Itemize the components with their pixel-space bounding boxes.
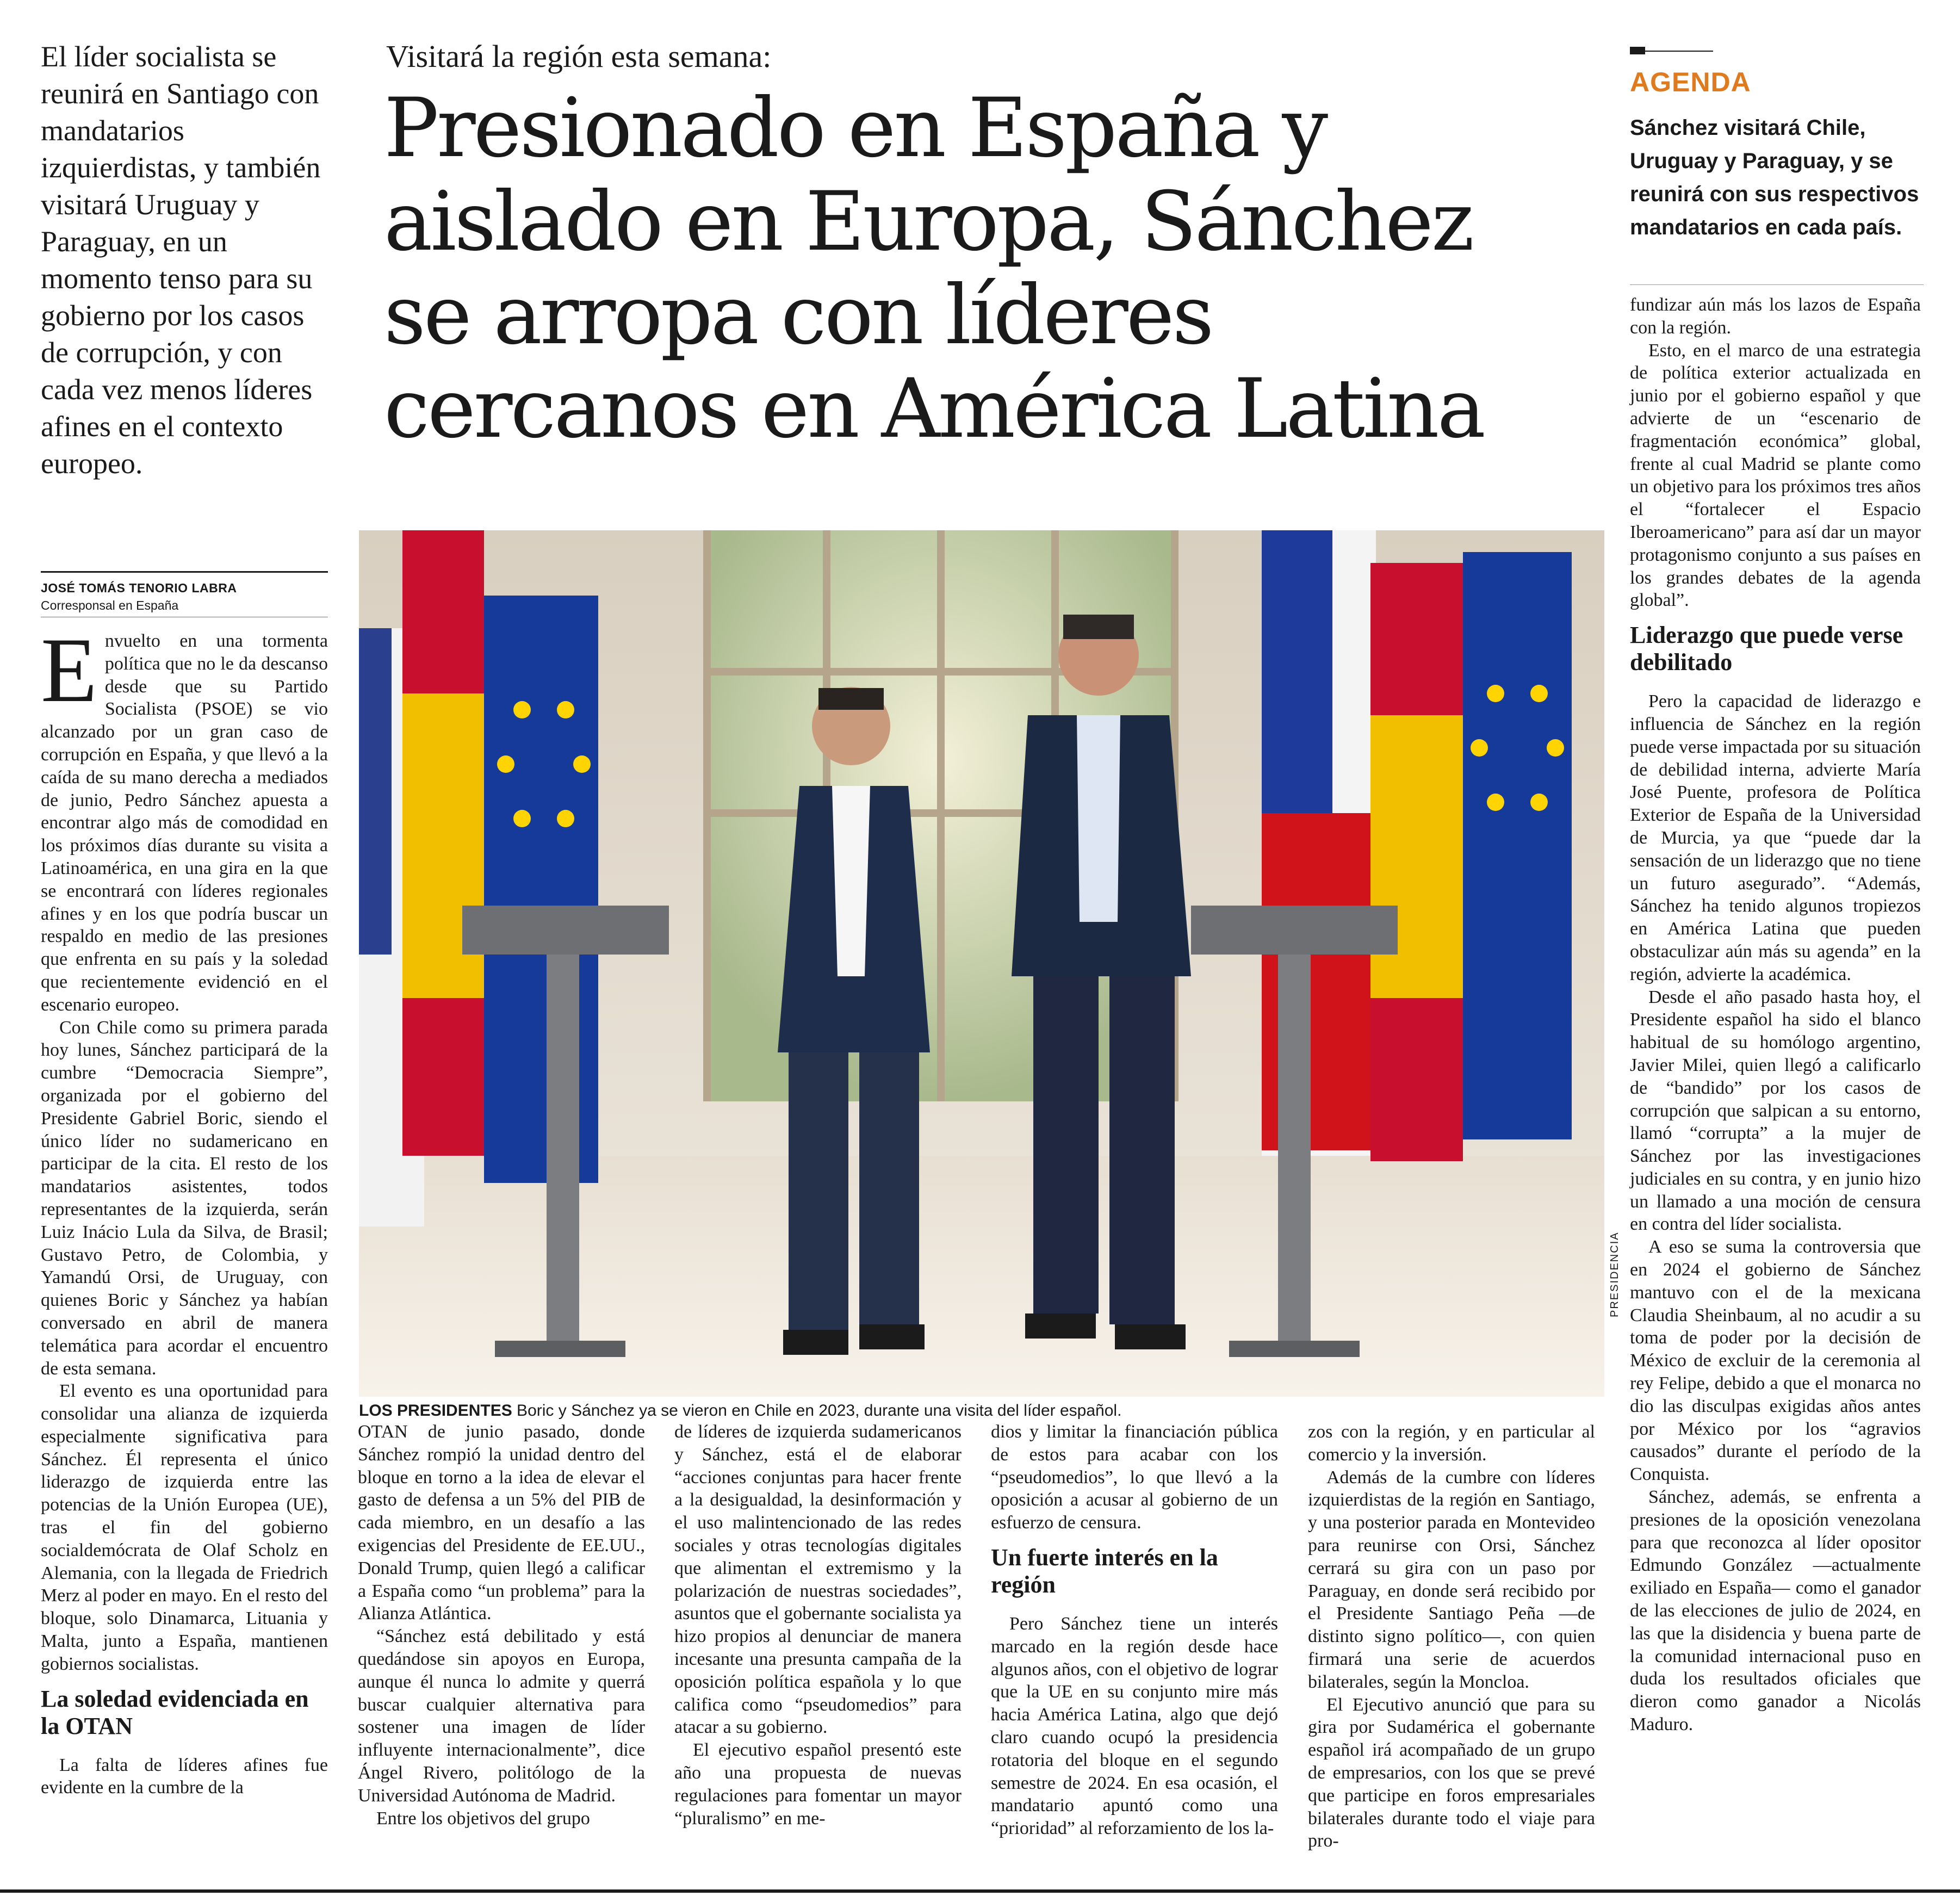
agenda-marker (1630, 47, 1645, 54)
paragraph: OTAN de junio pasado, donde Sánchez rompió la unidad dentro del bloque en torno a la idea de elevar el gasto de defensa a un 5% del PIB de cada miembro, en un desafío a las exigencias del Presidente de EE.UU., Donald Trump, quien llegó a calificar a España como “un problema” para la Alianza Atlántica. (358, 1422, 645, 1624)
agenda-rule-bottom (1630, 284, 1924, 285)
paragraph: La falta de líderes afines fue evidente en la cumbre de la (41, 1755, 328, 1798)
news-photo (359, 530, 1604, 1397)
caption-label: LOS PRESIDENTES (359, 1402, 512, 1420)
article-column-2 (358, 1421, 645, 1830)
paragraph: dios y limitar la financiación pública de estos para acabar con los “pseudomedios”, lo que llevó a la oposición a acusar al gobierno de un esfuerzo de censura. (991, 1422, 1278, 1533)
paragraph: zos con la región, y en particular al comercio y la inversión. (1308, 1422, 1595, 1465)
paragraph: Pero la capacidad de liderazgo e influencia de Sánchez en la región puede verse impactada por su situación de debilidad interna, advierte María José Puente, profesora de Política Exterior de España de la Universidad de Murcia, ya que “puede dar la sensación de un liderazgo que no tiene un futuro asegurado”. “Además, Sánchez ha tenido algunos tropiezos en América Latina que pueden obstaculizar aún más su agenda” en la región, advierte la académica. (1630, 691, 1921, 984)
article-column-3 (674, 1421, 962, 1830)
agenda-text: Sánchez visitará Chile, Uruguay y Paraguay, y se reunirá con sus respectivos mandatarios en cada país. (1630, 116, 1919, 239)
article-column-4 (991, 1421, 1278, 1840)
paragraph: Esto, en el marco de una estrategia de política exterior actualizada en junio por el gobierno español y que advierte de un “escenario de fragmentación económica” global, frente al cual Madrid se plante como un objetivo para los próximos tres años el “fortalecer el Espacio Iberoamericano” para así dar un mayor protagonismo conjunto a sus países en los grandes debates de la agenda global”. (1630, 340, 1921, 611)
byline-author: JOSÉ TOMÁS TENORIO LABRA (41, 581, 237, 595)
subheading: Liderazgo que puede verse debilitado (1630, 622, 1903, 676)
subheading: La soledad evidenciada en la OTAN (41, 1685, 309, 1739)
paragraph: El ejecutivo español presentó este año una propuesta de nuevas regulaciones para fomentar un mayor “pluralismo” en me- (674, 1740, 962, 1829)
photo-credit: PRESIDENCIA (1609, 1231, 1621, 1317)
paragraph: Pero Sánchez tiene un interés marcado en la región desde hace algunos años, con el objetivo de lograr que la UE en su conjunto mire más hacia América Latina, algo que dejó claro cuando ocupó la presidencia rotatoria del bloque en el segundo semestre de 2024. En esa ocasión, el mandatario apuntó como una “prioridad” al reforzamiento de los la- (991, 1613, 1278, 1839)
paragraph: Además de la cumbre con líderes izquierdistas de la región en Santiago, y una posterior parada en Montevideo para reunirse con Orsi, Sánchez cerrará su gira con un paso por Paraguay, en donde será recibido por el Presidente Santiago Peña —de distinto signo político—, con quien firmará una serie de acuerdos bilaterales, según la Moncloa. (1308, 1467, 1595, 1692)
paragraph: El Ejecutivo anunció que para su gira por Sudamérica el gobernante español irá acompañado de un grupo de empresarios, con los que se prevé que participe en foros empresariales bilaterales durante todo el viaje para pro- (1308, 1694, 1595, 1851)
subheading: Un fuerte interés en la región (991, 1544, 1218, 1598)
caption-text: Boric y Sánchez ya se vieron en Chile en 2023, durante una visita del líder español. (512, 1402, 1122, 1420)
kicker: Visitará la región esta semana: (386, 39, 772, 74)
page-bottom-rule (0, 1889, 1960, 1893)
paragraph: Sánchez, además, se enfrenta a presiones de la oposición venezolana para que reconozca al líder opositor Edmundo González —actualmente exiliado en España— como el ganador de las elecciones de julio de 2024, en las que la disidencia y buena parte de la comunidad internacional puso en duda los resultados oficiales que dieron como ganador a Nicolás Maduro. (1630, 1487, 1921, 1735)
paragraph: A eso se suma la controversia que en 2024 el gobierno de Sánchez mantuvo con el de la mexicana Claudia Sheinbaum, al no acudir a su toma de poder por la decisión de México de excluir de la ceremonia al rey Felipe, debido a que el monarca no dio las disculpas exigidas años antes por México por los “agravios causados” durante el período de la Conquista. (1630, 1237, 1921, 1485)
paragraph: de líderes de izquierda sudamericanos y Sánchez, está el de elaborar “acciones conjuntas para hacer frente a la desigualdad, la desinformación y el uso malintencionado de las redes sociales y otras tecnologías digitales que alimentan el extremismo y la polarización de nuestras sociedades”, asuntos que el gobernante socialista ya hizo propios al denunciar de manera incesante una presunta campaña de la oposición política española y lo que califica como “pseudomedios” para atacar a su gobierno. (674, 1422, 962, 1738)
paragraph: Con Chile como su primera parada hoy lunes, Sánchez participará de la cumbre “Democracia Siempre”, organizada por el gobierno del Presidente Gabriel Boric, siendo el único líder no sudamericano en participar de la cita. El resto de los mandatarios asistentes, todos representantes de la izquierda, serán Luiz Inácio Lula da Silva, de Brasil; Gustavo Petro, de Colombia, y Yamandú Orsi, de Uruguay, con quienes Boric y Sánchez ya habían conversado en abril de manera telemática para acordar el encuentro de esta semana. (41, 1017, 328, 1379)
byline-rule-top (41, 571, 328, 573)
paragraph: “Sánchez está debilitado y está quedándose sin apoyos en Europa, aunque él nunca lo admite y querrá buscar cualquier alternativa para sostener una imagen de líder influyente internacionalmente”, dice Ángel Rivero, politólogo de la Universidad Autónoma de Madrid. (358, 1626, 645, 1806)
drop-cap: E (41, 619, 97, 721)
article-column-1 (41, 619, 328, 1799)
agenda-label: AGENDA (1630, 67, 1751, 97)
paragraph: Entre los objetivos del grupo (376, 1808, 590, 1829)
paragraph: nvuelto en una tormenta política que no le da descanso desde que su Partido Socialista (PSOE) se vio alcanzado por un gran caso de corrupción en España, y que llevó a la caída de su mano derecha a mediados de junio, Pedro Sánchez apuesta a encontrar algo más de comodidad en los próximos días durante su visita a Latinoamérica, en una gira en la que se encontrará con líderes regionales afines y en los que podría buscar un respaldo en medio de las presiones que enfrenta en su país y la soledad que recientemente evidenció en el escenario europeo. (41, 631, 328, 1015)
paragraph: El evento es una oportunidad para consolidar una alianza de izquierda especialmente significativa para Sánchez. Él representa el único liderazgo de izquierda entre las potencias de la Unión Europea (UE), tras el fin del gobierno socialdemócrata de Olaf Scholz en Alemania, con la llegada de Friedrich Merz al poder en mayo. En el resto del bloque, solo Dinamarca, Lituania y Malta, junto a España, mantienen gobiernos socialistas. (41, 1381, 328, 1674)
article-column-6 (1630, 294, 1921, 1736)
paragraph: fundizar aún más los lazos de España con la región. (1630, 295, 1921, 338)
photo-caption (359, 1401, 1604, 1421)
paragraph: Desde el año pasado hasta hoy, el Presidente español ha sido el blanco habitual de su homólogo argentino, Javier Milei, quien llegó a calificarlo de “bandido” por los casos de corrupción que salpican a su entorno, llamó “corrupta” a la mujer de Sánchez por las investigaciones judiciales en su contra, y en junio hizo un llamado a una moción de censura en contra del líder socialista. (1630, 987, 1921, 1235)
byline-role: Corresponsal en España (41, 598, 179, 612)
headline: Presionado en España y aislado en Europa, Sánchez se arropa con líderes cercanos en América Latina (384, 81, 1484, 456)
article-column-5 (1308, 1421, 1595, 1852)
agenda-rule (1645, 51, 1713, 52)
lede-summary: El líder socialista se reunirá en Santiago con mandatarios izquierdistas, y también visitará Uruguay y Paraguay, en un momento tenso para su gobierno por los casos de corrupción, y con cada vez menos líderes afines en el contexto europeo. (41, 40, 321, 480)
